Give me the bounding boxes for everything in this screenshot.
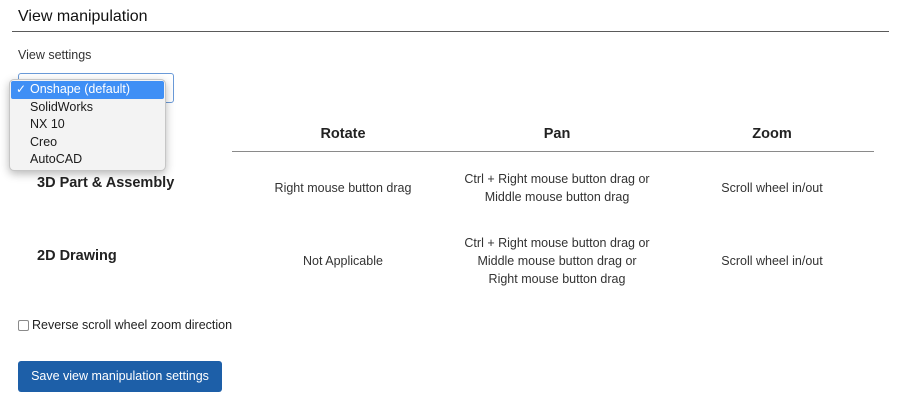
cell-zoom-3d: Scroll wheel in/out	[721, 181, 823, 195]
column-header-zoom: Zoom	[752, 126, 792, 142]
checkmark-icon: ✓	[16, 82, 27, 96]
row-label-2d-drawing: 2D Drawing	[37, 248, 117, 264]
view-settings-label: View settings	[18, 48, 92, 62]
dropdown-option-onshape[interactable]	[11, 81, 164, 99]
dropdown-option-label: NX 10	[30, 117, 65, 131]
table-header-divider	[232, 151, 874, 152]
dropdown-option-label: Onshape (default)	[30, 82, 131, 96]
cell-pan-2d-line: Middle mouse button drag or	[477, 254, 637, 268]
section-title: View manipulation	[18, 8, 148, 25]
view-settings-dropdown	[9, 79, 166, 171]
dropdown-option-label: SolidWorks	[30, 99, 93, 114]
cell-pan-2d	[437, 234, 677, 288]
cell-pan-2d-line: Right mouse button drag	[488, 272, 626, 286]
dropdown-option-nx10[interactable]	[10, 116, 165, 134]
reverse-zoom-checkbox[interactable]	[18, 320, 29, 331]
save-view-settings-button[interactable]: Save view manipulation settings	[18, 361, 222, 392]
cell-rotate-2d: Not Applicable	[303, 254, 383, 268]
dropdown-option-label: Creo	[30, 134, 58, 149]
cell-pan-3d-line: Ctrl + Right mouse button drag or	[464, 172, 650, 186]
column-header-rotate: Rotate	[320, 126, 366, 142]
cell-pan-2d-line: Ctrl + Right mouse button drag or	[464, 236, 650, 250]
cell-rotate-3d: Right mouse button drag	[274, 181, 412, 195]
row-label-3d-part-assembly: 3D Part & Assembly	[37, 175, 175, 191]
dropdown-option-autocad[interactable]	[10, 151, 165, 169]
dropdown-option-solidworks[interactable]	[10, 99, 165, 117]
section-divider	[12, 31, 889, 32]
dropdown-option-creo[interactable]	[10, 134, 165, 152]
cell-pan-3d	[437, 170, 677, 206]
reverse-zoom-label[interactable]: Reverse scroll wheel zoom direction	[32, 318, 233, 332]
column-header-pan: Pan	[543, 126, 571, 142]
cell-pan-3d-line: Middle mouse button drag	[484, 190, 630, 204]
dropdown-option-label: AutoCAD	[30, 152, 83, 166]
cell-zoom-2d: Scroll wheel in/out	[721, 254, 823, 268]
